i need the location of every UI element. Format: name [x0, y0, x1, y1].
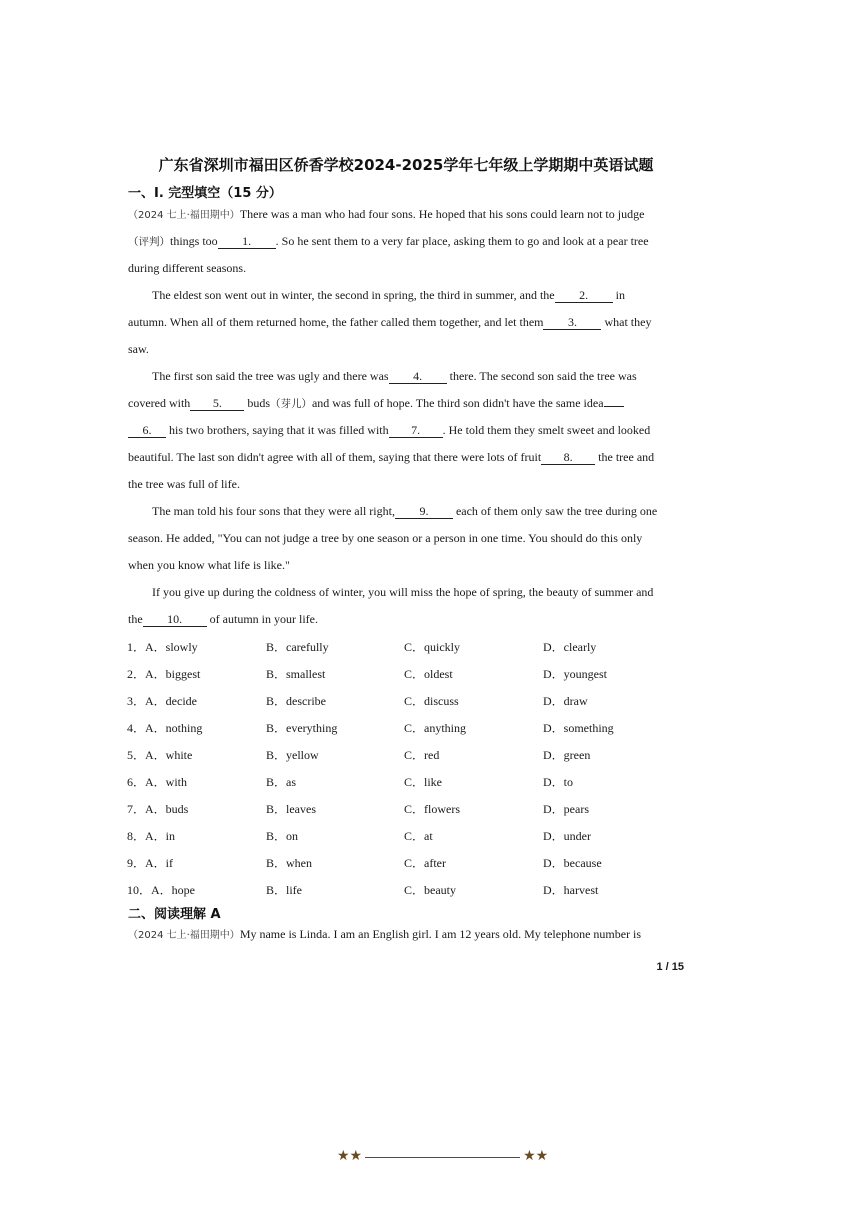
passage-line-7: The first son said the tree was ugly and there was 4. there. The second son said the tree was	[152, 369, 637, 383]
option-2b[interactable]: B．smallest	[266, 667, 326, 681]
passage-line-5: autumn. When all of them returned home, the father called them together, and let them 3. what they	[128, 315, 652, 329]
passage-line-10: beautiful. The last son didn't agree with all of them, saying that there were lots of fruit 8. the tree and	[128, 450, 655, 464]
blank-10[interactable]: 10.	[143, 612, 207, 627]
document-title: 广东省深圳市福田区侨香学校2024-2025学年七年级上学期期中英语试题	[158, 156, 654, 174]
option-9d[interactable]: D．because	[543, 856, 602, 870]
option-6a[interactable]: 6．A．with	[127, 775, 188, 789]
option-6b[interactable]: B．as	[266, 775, 297, 789]
blank-3[interactable]: 3.	[543, 315, 601, 330]
option-8c[interactable]: C．at	[404, 829, 433, 843]
passage-line-15: If you give up during the coldness of winter, you will miss the hope of spring, the beauty of summer and	[152, 585, 654, 599]
option-6d[interactable]: D．to	[543, 775, 574, 789]
option-9b[interactable]: B．when	[266, 856, 312, 870]
passage-line-16: the 10. of autumn in your life.	[128, 612, 318, 626]
section-heading-reading: 二、阅读理解 A	[128, 907, 221, 922]
passage-line-8: covered with 5. buds（芽儿）and was full of hope. The third son didn't have the same idea	[128, 395, 624, 412]
option-5c[interactable]: C．red	[404, 748, 440, 762]
reading-line-1: （2024 七上·福田期中）My name is Linda. I am an English girl. I am 12 years old. My telephone number is	[128, 927, 642, 941]
option-3d[interactable]: D．draw	[543, 694, 588, 708]
option-8d[interactable]: D．under	[543, 829, 591, 843]
passage-line-12: The man told his four sons that they were all right, 9. each of them only saw the tree during one	[152, 504, 658, 518]
option-7a[interactable]: 7．A．buds	[127, 802, 189, 816]
option-4d[interactable]: D．something	[543, 721, 614, 735]
option-3a[interactable]: 3．A．decide	[127, 694, 197, 708]
passage-line-2: （评判）things too 1. . So he sent them to a very far place, asking them to go and look at a pear tree	[128, 234, 649, 248]
option-9a[interactable]: 9．A．if	[127, 856, 173, 870]
star-icon: ★★	[337, 1149, 363, 1164]
passage-line-3: during different seasons.	[128, 261, 247, 275]
option-1c[interactable]: C．quickly	[404, 640, 460, 654]
option-5d[interactable]: D．green	[543, 748, 591, 762]
option-4b[interactable]: B．everything	[266, 721, 338, 735]
passage-line-14: when you know what life is like."	[128, 558, 290, 572]
blank-6[interactable]: 6.	[128, 423, 166, 438]
source-tag: （2024 七上·福田期中）	[128, 930, 240, 941]
blank-1[interactable]: 1.	[218, 234, 276, 249]
option-3c[interactable]: C．discuss	[404, 694, 459, 708]
blank-2[interactable]: 2.	[555, 288, 613, 303]
option-1d[interactable]: D．clearly	[543, 640, 597, 654]
passage-line-9: 6. his two brothers, saying that it was filled with 7. . He told them they smelt sweet and looked	[128, 422, 650, 438]
option-6c[interactable]: C．like	[404, 775, 442, 789]
option-10a[interactable]: 10．A．hope	[127, 883, 195, 897]
option-10d[interactable]: D．harvest	[543, 883, 599, 897]
option-8b[interactable]: B．on	[266, 829, 299, 843]
passage-line-4: The eldest son went out in winter, the second in spring, the third in summer, and the 2. in	[152, 288, 625, 302]
option-5b[interactable]: B．yellow	[266, 748, 319, 762]
star-icon: ★★	[523, 1149, 549, 1164]
option-8a[interactable]: 8．A．in	[127, 829, 176, 843]
option-2c[interactable]: C．oldest	[404, 667, 453, 681]
option-1b[interactable]: B．carefully	[266, 640, 329, 654]
blank-7[interactable]: 7.	[389, 423, 443, 438]
blank-4[interactable]: 4.	[389, 369, 447, 384]
blank-9[interactable]: 9.	[395, 504, 453, 519]
footer-ornament	[337, 1150, 548, 1164]
blank-5[interactable]: 5.	[190, 396, 244, 411]
option-9c[interactable]: C．after	[404, 856, 446, 870]
passage-line-1: （2024 七上·福田期中）There was a man who had four sons. He hoped that his sons could learn not to judge	[128, 207, 645, 221]
passage-line-13: season. He added, "You can not judge a tree by one season or a person in one time. You should do this only	[128, 531, 643, 545]
option-2d[interactable]: D．youngest	[543, 667, 607, 681]
passage-line-11: the tree was full of life.	[128, 477, 240, 491]
option-10c[interactable]: C．beauty	[404, 883, 456, 897]
page-number: 1 / 15	[656, 961, 684, 973]
option-4c[interactable]: C．anything	[404, 721, 466, 735]
section-heading-cloze: 一、I. 完型填空（15 分）	[128, 186, 282, 201]
option-1a[interactable]: 1．A．slowly	[127, 640, 198, 654]
option-2a[interactable]: 2．A．biggest	[127, 667, 201, 681]
option-7d[interactable]: D．pears	[543, 802, 589, 816]
option-4a[interactable]: 4．A．nothing	[127, 721, 203, 735]
option-5a[interactable]: 5．A．white	[127, 748, 193, 762]
footer-rule	[365, 1157, 520, 1158]
option-10b[interactable]: B．life	[266, 883, 302, 897]
option-7c[interactable]: C．flowers	[404, 802, 460, 816]
option-7b[interactable]: B．leaves	[266, 802, 316, 816]
source-tag: （2024 七上·福田期中）	[128, 210, 240, 221]
blank-8[interactable]: 8.	[541, 450, 595, 465]
option-3b[interactable]: B．describe	[266, 694, 326, 708]
passage-line-6: saw.	[128, 342, 149, 356]
